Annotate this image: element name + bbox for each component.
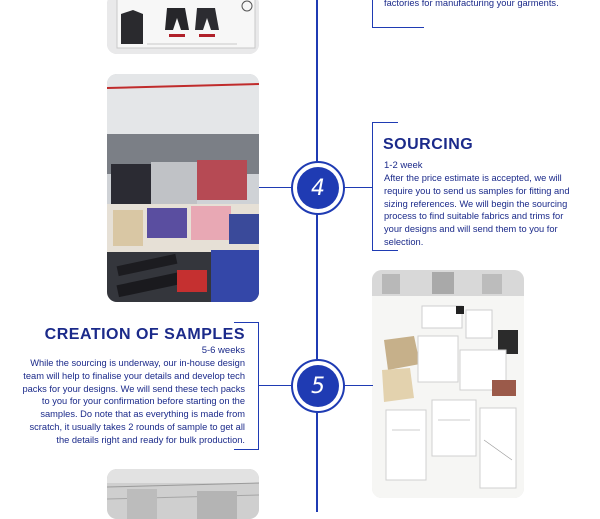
sourcing-line: require you to send us samples for fitting and (384, 185, 570, 196)
connector-step4-bracket-bottom (372, 250, 398, 251)
samples-line: While the sourcing is underway, our in-house design (30, 358, 245, 368)
samples-description (0, 357, 245, 447)
connector-step5-bracket-top (234, 322, 259, 323)
samples-line: samples. Do note that as everything is made from (40, 409, 245, 420)
step-5-number: 5 (297, 365, 339, 407)
sourcing-duration: 1-2 week (384, 160, 423, 171)
sourcing-title: SOURCING (383, 136, 474, 153)
samples-line: scratch, it usually takes 2 rounds of sample to get all (29, 421, 245, 432)
samples-duration: 5-6 weeks (201, 345, 245, 356)
sourcing-line: After the price estimate is accepted, we will (384, 173, 562, 183)
samples-line: packs for your designs. We will send these tech packs (22, 383, 245, 394)
sourcing-line: process to find suitable fabrics and trims for (384, 211, 564, 222)
samples-table-photo (372, 270, 524, 498)
connector-step4-right (341, 187, 373, 188)
samples-line: to you for your confirmation before starting on the (41, 396, 245, 407)
step-5-badge (291, 359, 345, 413)
sourcing-line: sizing references. We will begin the sourcing (384, 198, 568, 209)
connector-step5-right (341, 385, 373, 386)
tech-sheet-photo (107, 0, 259, 54)
previous-step-text: factories for manufacturing your garments. (384, 0, 559, 8)
sourcing-line: selection. (384, 236, 424, 247)
sourcing-description (384, 172, 594, 249)
fabric-warehouse-photo (107, 74, 259, 302)
samples-title: CREATION OF SAMPLES (44, 326, 245, 343)
connector-step4-left (259, 187, 293, 188)
samples-line: the details right and ready for bulk production. (56, 434, 245, 445)
connector-step4-bracket (372, 122, 373, 251)
step-4-badge (291, 161, 345, 215)
step-4-number: 4 (297, 167, 339, 209)
connector-top-vertical (372, 0, 373, 28)
timeline-line (316, 0, 318, 512)
connector-step5-bracket-bottom (234, 449, 259, 450)
connector-top-horizontal (372, 27, 424, 28)
sourcing-line: your designs and will send them to you for (384, 224, 558, 235)
samples-line: team will help to finalise your details and develop tech (23, 370, 245, 381)
connector-step5-left (259, 385, 293, 386)
connector-step4-bracket-top (372, 122, 398, 123)
connector-step5-bracket (258, 322, 259, 450)
